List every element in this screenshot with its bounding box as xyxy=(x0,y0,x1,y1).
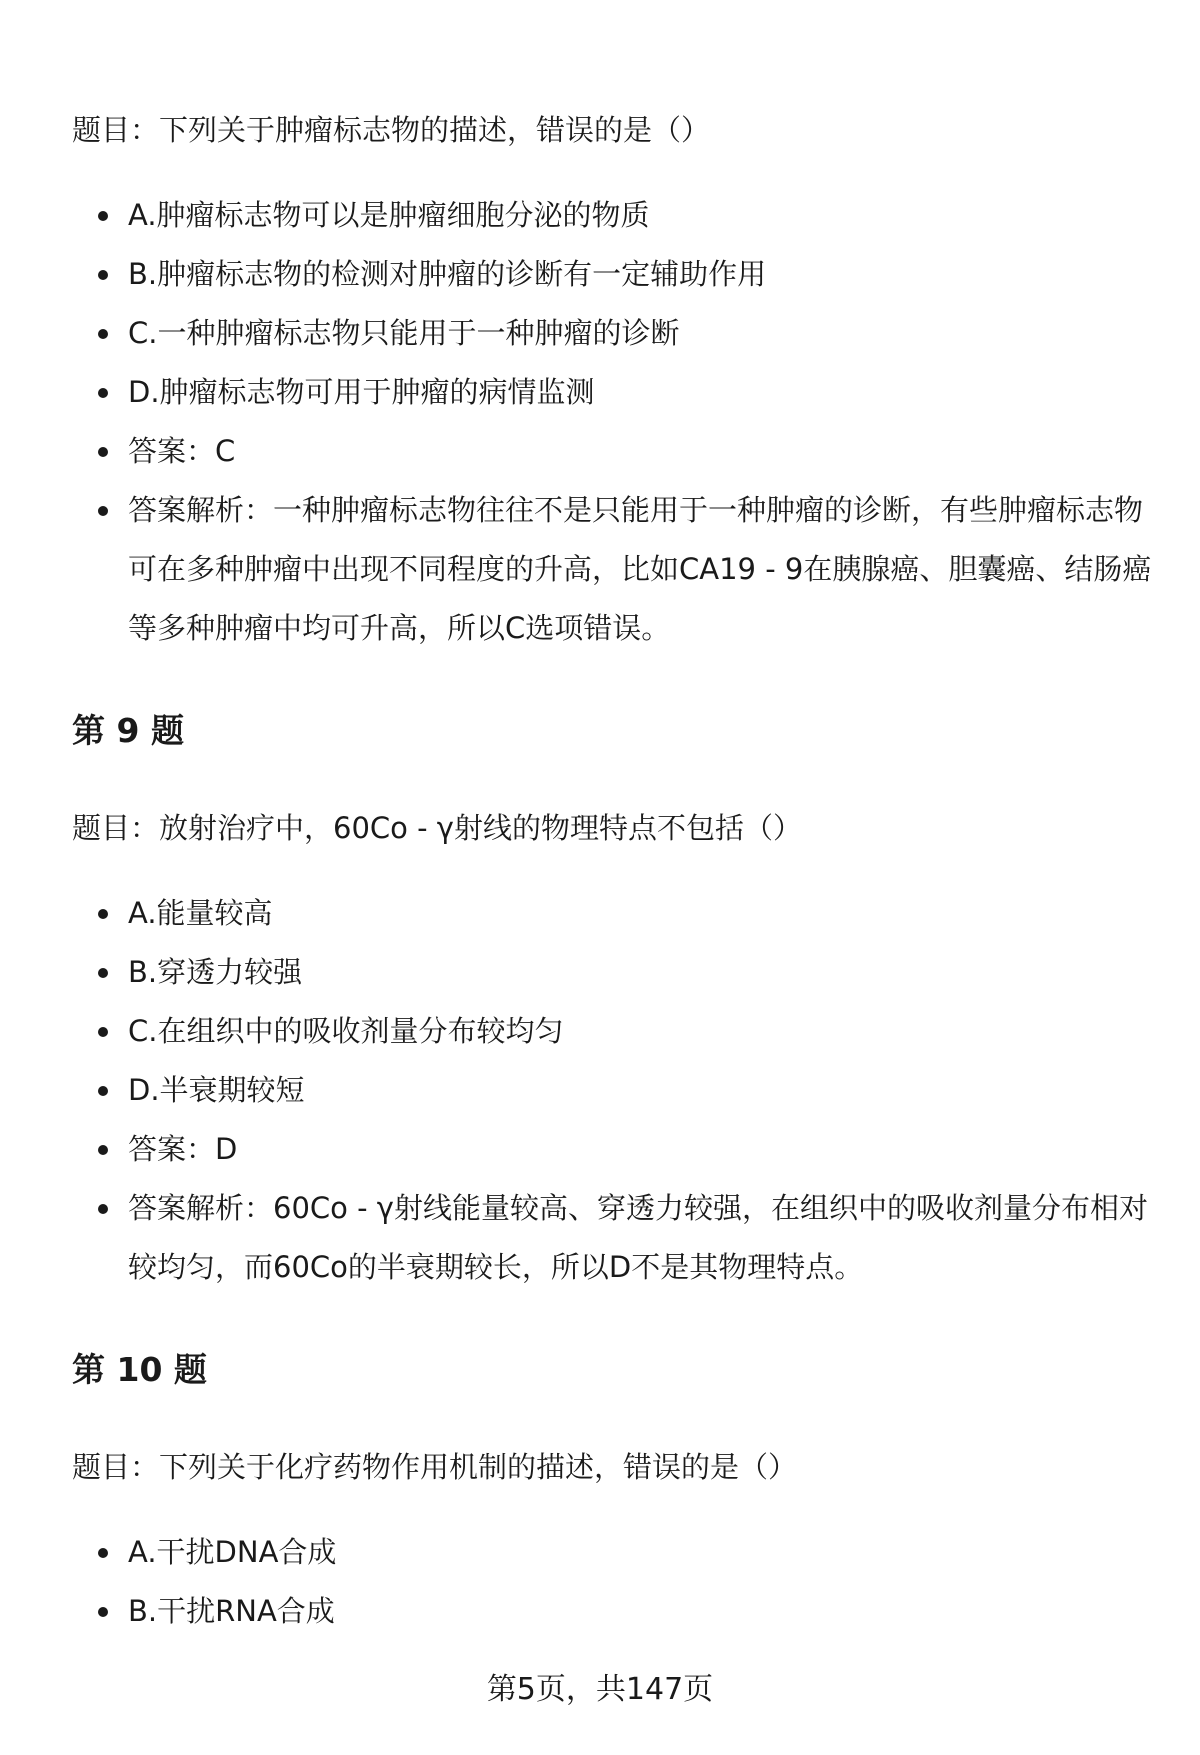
question-9-options xyxy=(72,884,1152,1297)
question-10-heading: 第 10 题 xyxy=(72,1350,207,1389)
option-b: B.穿透力较强 xyxy=(128,943,1152,1002)
question-9-stem: 题目：放射治疗中，60Co - γ射线的物理特点不包括（） xyxy=(72,811,802,845)
answer: 答案：C xyxy=(128,422,1152,481)
question-8-stem: 题目：下列关于肿瘤标志物的描述，错误的是（） xyxy=(72,113,711,147)
question-9-heading: 第 9 题 xyxy=(72,711,184,750)
answer-explanation: 答案解析：一种肿瘤标志物往往不是只能用于一种肿瘤的诊断，有些肿瘤标志物可在多种肿瘤中出现不同程度的升高，比如CA19 - 9在胰腺癌、胆囊癌、结肠癌等多种肿瘤中均可升高，所以C选项错误。 xyxy=(128,481,1152,658)
question-10-stem: 题目：下列关于化疗药物作用机制的描述，错误的是（） xyxy=(72,1450,798,1484)
option-c: C.一种肿瘤标志物只能用于一种肿瘤的诊断 xyxy=(128,304,1152,363)
question-10-options xyxy=(72,1523,1152,1641)
option-c: C.在组织中的吸收剂量分布较均匀 xyxy=(128,1002,1152,1061)
page-number-footer: 第5页，共147页 xyxy=(486,1672,714,1707)
page-content xyxy=(72,108,1152,1691)
option-d: D.半衰期较短 xyxy=(128,1061,1152,1120)
answer-explanation: 答案解析：60Co - γ射线能量较高、穿透力较强，在组织中的吸收剂量分布相对较均匀，而60Co的半衰期较长，所以D不是其物理特点。 xyxy=(128,1179,1152,1297)
option-b: B.干扰RNA合成 xyxy=(128,1582,1152,1641)
option-a: A.肿瘤标志物可以是肿瘤细胞分泌的物质 xyxy=(128,186,1152,245)
answer: 答案：D xyxy=(128,1120,1152,1179)
option-b: B.肿瘤标志物的检测对肿瘤的诊断有一定辅助作用 xyxy=(128,245,1152,304)
option-a: A.能量较高 xyxy=(128,884,1152,943)
question-8-options xyxy=(72,186,1152,658)
option-a: A.干扰DNA合成 xyxy=(128,1523,1152,1582)
option-d: D.肿瘤标志物可用于肿瘤的病情监测 xyxy=(128,363,1152,422)
